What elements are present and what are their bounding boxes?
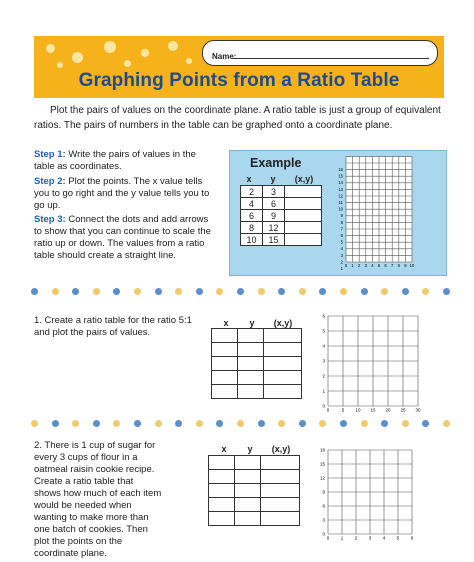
- divider-dot: [422, 288, 429, 295]
- x-tick-label: 3: [368, 535, 372, 541]
- divider-dot: [31, 288, 38, 295]
- divider-dot: [402, 420, 409, 427]
- divider-dot: [196, 288, 203, 295]
- banner-dot: [46, 44, 55, 53]
- divider-dot: [443, 288, 450, 295]
- divider-dot: [155, 288, 162, 295]
- table-cell[interactable]: [261, 484, 300, 498]
- y-tick-label: 7: [340, 226, 343, 232]
- table-cell[interactable]: [264, 329, 302, 343]
- dot-divider: [34, 288, 446, 296]
- divider-dot: [319, 420, 326, 427]
- example-title: Example: [250, 156, 302, 170]
- x-tick-label: 6: [410, 535, 414, 541]
- x-tick-label: 8: [397, 263, 400, 269]
- table-cell[interactable]: [238, 371, 264, 385]
- x-tick-label: 1: [351, 263, 354, 269]
- y-tick-label: 6: [322, 313, 325, 319]
- x-tick-label: 7: [391, 263, 394, 269]
- divider-dot: [258, 420, 265, 427]
- y-tick-label: 6: [340, 233, 343, 238]
- table-cell: 8: [241, 222, 263, 234]
- y-tick-label: 15: [319, 461, 325, 467]
- step-text: Plot the points. The x value tells you to go right and the y value tells you to go up.: [34, 176, 210, 211]
- table-row: [209, 512, 300, 526]
- y-tick-label: 2: [322, 373, 325, 379]
- table-cell: 12: [263, 222, 285, 234]
- divider-dot: [216, 420, 223, 427]
- table-cell[interactable]: [212, 371, 238, 385]
- banner-dot: [104, 41, 116, 53]
- x-tick-label: 25: [400, 407, 406, 413]
- table-cell[interactable]: [264, 357, 302, 371]
- y-tick-label: 3: [340, 252, 343, 258]
- name-label: Name:: [212, 52, 237, 61]
- step-2: [34, 176, 214, 212]
- example-ratio-table: [240, 185, 322, 246]
- x-tick-label: 9: [404, 263, 407, 269]
- step-text: Write the pairs of values in the table as coordinates.: [34, 149, 196, 172]
- divider-dot: [72, 420, 79, 427]
- table-cell[interactable]: [285, 210, 322, 222]
- example-coordinate-grid[interactable]: [334, 152, 438, 272]
- divider-dot: [237, 288, 244, 295]
- q2-header-x: x: [221, 444, 227, 454]
- table-row: [241, 198, 322, 210]
- page-title: Graphing Points from a Ratio Table: [78, 70, 400, 91]
- table-row: [241, 186, 322, 198]
- table-row: [241, 234, 322, 246]
- step-label: Step 1:: [34, 149, 66, 160]
- y-tick-label: 15: [338, 173, 343, 179]
- table-row: [212, 371, 302, 385]
- divider-dot: [216, 288, 223, 295]
- y-tick-label: 6: [322, 503, 325, 509]
- table-cell[interactable]: [209, 456, 235, 470]
- y-tick-label: 8: [340, 219, 343, 225]
- table-cell: 10: [241, 234, 263, 246]
- q2-header-y: y: [247, 444, 253, 454]
- table-row: [212, 357, 302, 371]
- y-tick-label: 2: [340, 259, 343, 265]
- y-tick-label: 9: [322, 489, 325, 495]
- y-tick-label: 1: [322, 388, 325, 394]
- y-tick-label: 0: [322, 531, 325, 537]
- x-tick-label: 10: [355, 407, 361, 413]
- table-cell[interactable]: [285, 234, 322, 246]
- divider-dot: [31, 420, 38, 427]
- table-cell: 15: [263, 234, 285, 246]
- divider-dot: [134, 288, 141, 295]
- divider-dot: [52, 288, 59, 295]
- y-tick-label: 5: [340, 239, 343, 245]
- table-cell[interactable]: [235, 470, 261, 484]
- table-row: [209, 484, 300, 498]
- divider-dot: [52, 420, 59, 427]
- step-3: [34, 214, 214, 262]
- divider-dot: [175, 420, 182, 427]
- table-cell[interactable]: [238, 343, 264, 357]
- dot-divider: [34, 420, 446, 428]
- table-cell: 9: [263, 210, 285, 222]
- table-row: [241, 210, 322, 222]
- x-tick-label: 5: [341, 407, 345, 413]
- q2-coordinate-grid[interactable]: [316, 448, 416, 546]
- y-tick-label: 0: [322, 403, 325, 409]
- x-tick-label: 1: [340, 535, 344, 541]
- table-row: [241, 222, 322, 234]
- banner-dot: [186, 58, 192, 64]
- divider-dot: [319, 288, 326, 295]
- divider-dot: [113, 288, 120, 295]
- table-cell[interactable]: [285, 186, 322, 198]
- table-cell[interactable]: [261, 512, 300, 526]
- table-cell[interactable]: [212, 385, 238, 399]
- x-tick-label: 2: [358, 263, 361, 269]
- y-tick-label: 13: [338, 186, 343, 192]
- x-tick-label: 0: [344, 263, 348, 269]
- table-cell[interactable]: [209, 484, 235, 498]
- q1-header-pair: (x,y): [273, 318, 293, 328]
- divider-dot: [93, 420, 100, 427]
- divider-dot: [175, 288, 182, 295]
- y-tick-label: 16: [338, 167, 343, 172]
- table-cell[interactable]: [261, 456, 300, 470]
- name-field[interactable]: [202, 40, 438, 66]
- example-header-y: y: [270, 174, 276, 184]
- step-1: [34, 149, 214, 173]
- step-label: Step 2:: [34, 176, 66, 187]
- example-header-x: x: [246, 174, 252, 184]
- divider-dot: [72, 288, 79, 295]
- divider-dot: [422, 420, 429, 427]
- table-row: [209, 498, 300, 512]
- table-cell: 2: [241, 186, 263, 198]
- table-cell[interactable]: [209, 512, 235, 526]
- table-cell[interactable]: [264, 343, 302, 357]
- table-cell[interactable]: [238, 357, 264, 371]
- divider-dot: [299, 420, 306, 427]
- table-cell[interactable]: [285, 198, 322, 210]
- table-cell[interactable]: [212, 357, 238, 371]
- y-tick-label: 12: [338, 193, 343, 199]
- divider-dot: [278, 420, 285, 427]
- table-cell[interactable]: [285, 222, 322, 234]
- divider-dot: [443, 420, 450, 427]
- table-cell[interactable]: [209, 498, 235, 512]
- x-tick-label: 3: [364, 263, 367, 269]
- step-label: Step 3:: [34, 214, 66, 225]
- x-tick-label: 6: [384, 263, 387, 269]
- x-tick-label: 0: [326, 407, 330, 413]
- x-tick-label: 10: [409, 263, 415, 269]
- intro-text: Plot the pairs of values on the coordinate plane. A ratio table is just a group of equivalent ratios. The pairs of numbers in the table can be graphed onto a coordinate plane.: [34, 105, 441, 131]
- divider-dot: [155, 420, 162, 427]
- y-tick-label: 14: [338, 180, 343, 186]
- table-cell: 4: [241, 198, 263, 210]
- x-tick-label: 5: [396, 535, 400, 541]
- q1-header-x: x: [223, 318, 229, 328]
- table-cell[interactable]: [235, 498, 261, 512]
- x-tick-label: 5: [377, 263, 381, 269]
- divider-dot: [340, 420, 347, 427]
- q1-header-y: y: [249, 318, 255, 328]
- banner-dot: [72, 52, 83, 63]
- q2-header-pair: (x,y): [271, 444, 291, 454]
- y-tick-label: 5: [322, 328, 325, 334]
- x-tick-label: 4: [382, 535, 386, 541]
- y-tick-label: 1: [340, 266, 343, 271]
- divider-dot: [237, 420, 244, 427]
- table-cell[interactable]: [238, 385, 264, 399]
- y-tick-label: 4: [340, 246, 343, 252]
- table-cell[interactable]: [238, 329, 264, 343]
- y-tick-label: 9: [340, 213, 343, 219]
- table-cell[interactable]: [261, 470, 300, 484]
- table-cell: 6: [263, 198, 285, 210]
- divider-dot: [381, 288, 388, 295]
- divider-dot: [381, 420, 388, 427]
- table-row: [212, 385, 302, 399]
- x-tick-label: 30: [415, 407, 421, 413]
- divider-dot: [340, 288, 347, 295]
- divider-dot: [361, 288, 368, 295]
- table-cell[interactable]: [209, 470, 235, 484]
- step-text: Connect the dots and add arrows to show that you can continue to scale the ratio up or down. The values from a ratio table should create a straight line.: [34, 214, 211, 261]
- q2-ratio-table[interactable]: [208, 455, 300, 526]
- table-cell: 6: [241, 210, 263, 222]
- x-tick-label: 20: [385, 407, 391, 413]
- table-cell[interactable]: [235, 484, 261, 498]
- q1-ratio-table[interactable]: [211, 328, 302, 399]
- question-2-text: 2. There is 1 cup of sugar for every 3 cups of flour in a oatmeal raisin cookie recipe. Create a ratio table that shows how much of each item would be needed when wanting to make more than one batch of cookies. Then plot the points on the coordinate plane.: [34, 440, 162, 559]
- y-tick-label: 3: [322, 358, 325, 364]
- y-tick-label: 11: [338, 200, 343, 205]
- banner-dot: [168, 41, 178, 51]
- y-tick-label: 4: [322, 343, 325, 349]
- table-row: [209, 470, 300, 484]
- table-cell: 3: [263, 186, 285, 198]
- banner-dot: [57, 62, 63, 68]
- table-cell[interactable]: [264, 385, 302, 399]
- banner-dot: [124, 60, 131, 67]
- divider-dot: [278, 288, 285, 295]
- y-tick-label: 10: [338, 206, 343, 212]
- table-row: [212, 329, 302, 343]
- divider-dot: [134, 420, 141, 427]
- divider-dot: [361, 420, 368, 427]
- q1-coordinate-grid[interactable]: [316, 313, 428, 418]
- table-cell[interactable]: [235, 512, 261, 526]
- example-header-pair: (x,y): [294, 174, 314, 184]
- table-row: [212, 343, 302, 357]
- x-tick-label: 15: [370, 407, 376, 413]
- table-cell[interactable]: [235, 456, 261, 470]
- question-1-text: 1. Create a ratio table for the ratio 5:1 and plot the pairs of values.: [34, 315, 192, 338]
- divider-dot: [93, 288, 100, 295]
- table-cell[interactable]: [212, 343, 238, 357]
- table-cell[interactable]: [261, 498, 300, 512]
- name-line[interactable]: [233, 58, 429, 59]
- banner-dot: [141, 49, 149, 57]
- divider-dot: [196, 420, 203, 427]
- x-tick-label: 4: [371, 263, 374, 269]
- table-cell[interactable]: [264, 371, 302, 385]
- divider-dot: [113, 420, 120, 427]
- y-tick-label: 12: [319, 475, 325, 481]
- divider-dot: [299, 288, 306, 295]
- y-tick-label: 3: [322, 517, 325, 523]
- divider-dot: [258, 288, 265, 295]
- divider-dot: [402, 288, 409, 295]
- x-tick-label: 0: [326, 535, 330, 541]
- table-cell[interactable]: [212, 329, 238, 343]
- y-tick-label: 18: [319, 447, 325, 453]
- table-row: [209, 456, 300, 470]
- x-tick-label: 2: [354, 535, 358, 541]
